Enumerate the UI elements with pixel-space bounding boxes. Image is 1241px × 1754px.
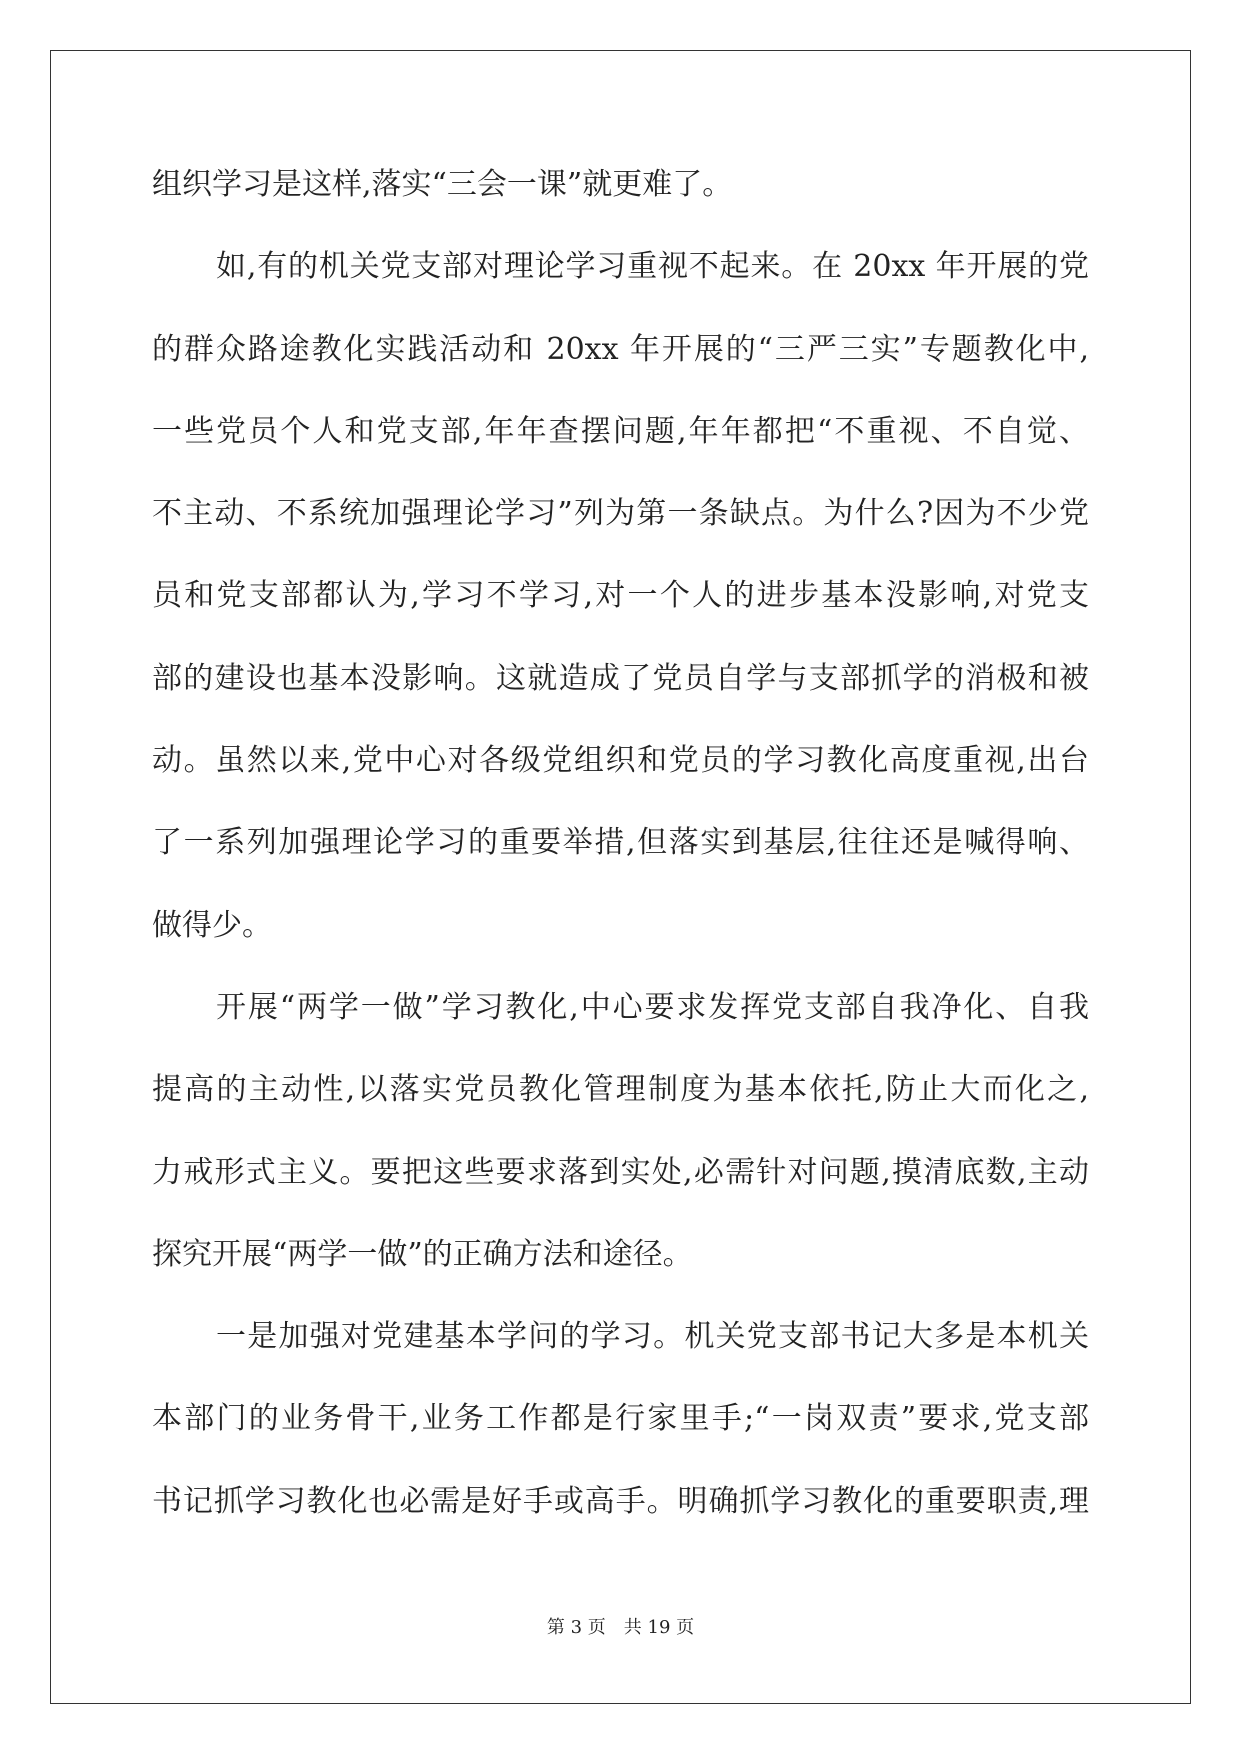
paragraph-line: 员和党支部都认为,学习不学习,对一个人的进步基本没影响,对党支 — [152, 578, 1089, 614]
paragraph-line: 书记抓学习教化也必需是好手或高手。明确抓学习教化的重要职责,理 — [152, 1483, 1089, 1519]
paragraph-line: 一是加强对党建基本学问的学习。机关党支部书记大多是本机关 — [216, 1319, 1089, 1355]
paragraph-line: 做得少。 — [152, 907, 272, 943]
paragraph-line: 组织学习是这样,落实“三会一课”就更难了。 — [152, 167, 733, 202]
paragraph-line: 提高的主动性,以落实党员教化管理制度为基本依托,防止大而化之, — [152, 1072, 1089, 1108]
paragraph-line: 如,有的机关党支部对理论学习重视不起来。在 20xx 年开展的党 — [216, 249, 1089, 285]
document-body — [152, 160, 1089, 1559]
page-footer: 第 3 页 共 19 页 — [546, 1617, 695, 1638]
paragraph-line: 一些党员个人和党支部,年年查摆问题,年年都把“不重视、不自觉、 — [152, 413, 1089, 449]
paragraph-line: 探究开展“两学一做”的正确方法和途径。 — [152, 1236, 693, 1272]
paragraph-line: 动。虽然以来,党中心对各级党组织和党员的学习教化高度重视,出台 — [152, 743, 1089, 779]
paragraph-line: 开展“两学一做”学习教化,中心要求发挥党支部自我净化、自我 — [216, 989, 1089, 1025]
paragraph-line: 部的建设也基本没影响。这就造成了党员自学与支部抓学的消极和被 — [152, 660, 1089, 696]
paragraph-line: 力戒形式主义。要把这些要求落到实处,必需针对问题,摸清底数,主动 — [152, 1154, 1089, 1190]
paragraph-line: 的群众路途教化实践活动和 20xx 年开展的“三严三实”专题教化中, — [152, 331, 1089, 367]
paragraph-line: 本部门的业务骨干,业务工作都是行家里手;“一岗双责”要求,党支部 — [152, 1401, 1089, 1437]
paragraph-line: 了一系列加强理论学习的重要举措,但落实到基层,往往还是喊得响、 — [152, 825, 1089, 861]
paragraph-line: 不主动、不系统加强理论学习”列为第一条缺点。为什么?因为不少党 — [152, 496, 1089, 532]
